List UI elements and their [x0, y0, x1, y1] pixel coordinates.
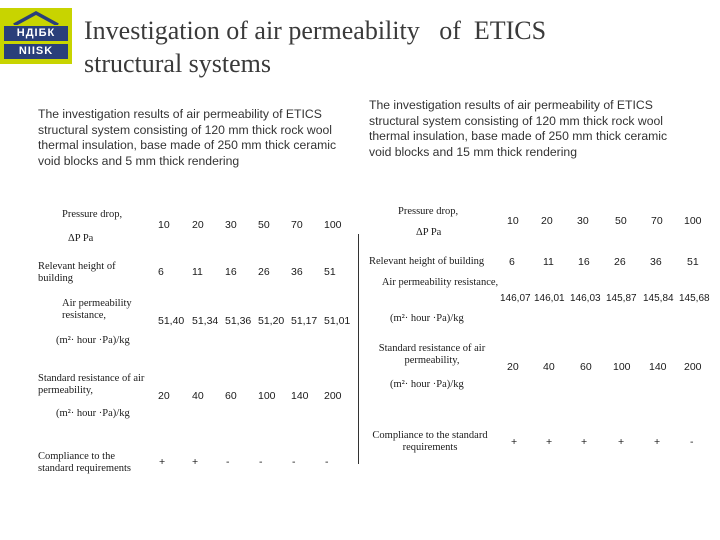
logo-text-en: NIISK [4, 44, 68, 59]
right-compliance-value: + [654, 436, 661, 448]
right-label-compliance: Compliance to the standard requirements [372, 430, 488, 453]
left-pressure-value: 100 [324, 219, 342, 231]
left-compliance-value: - [325, 456, 329, 468]
left-compliance-value: - [226, 456, 230, 468]
left-label-standard-resistance: Standard resistance of air permeability, [38, 373, 145, 396]
right-label-unit-2: (m²· hour ·Pa)/kg [390, 379, 464, 390]
left-compliance-value: - [292, 456, 296, 468]
right-standard-value: 60 [580, 361, 592, 373]
left-compliance-value: - [259, 456, 263, 468]
right-label-air-resistance: Air permeability resistance, [381, 277, 499, 288]
right-standard-value: 200 [684, 361, 702, 373]
left-compliance-value: + [192, 456, 199, 468]
left-standard-value: 100 [258, 390, 276, 402]
right-height-value: 51 [687, 256, 699, 268]
left-label-dp: ΔP Pa [68, 233, 94, 244]
left-label-unit-2: (m²· hour ·Pa)/kg [56, 408, 130, 419]
right-resistance-value: 145,68 [679, 293, 710, 304]
right-compliance-value: + [618, 436, 625, 448]
right-compliance-value: + [546, 436, 553, 448]
left-pressure-value: 20 [192, 219, 204, 231]
right-compliance-value: + [581, 436, 588, 448]
left-standard-value: 40 [192, 390, 204, 402]
right-standard-value: 40 [543, 361, 555, 373]
page-title [84, 14, 546, 80]
right-standard-value: 100 [613, 361, 631, 373]
left-resistance-value: 51,20 [258, 315, 285, 327]
left-resistance-value: 51,36 [225, 315, 252, 327]
logo-text-ua: НДІБК [4, 26, 68, 41]
left-description: The investigation results of air permeability of ETICS structural system consisting of 120 mm thick rock wool thermal insulation, base made of 250 mm thick ceramic void blocks and 5 mm thick rendering [38, 107, 337, 168]
right-pressure-value: 20 [541, 215, 553, 227]
right-description: The investigation results of air permeability of ETICS structural system consisting of 120 mm thick rock wool thermal insulation, base made of 250 mm thick ceramic void blocks and 15 mm thick rendering [369, 98, 668, 159]
right-label-relevant-height: Relevant height of building [369, 256, 485, 267]
left-standard-value: 60 [225, 390, 237, 402]
right-label-pressure-drop: Pressure drop, [398, 206, 459, 217]
left-pressure-value: 10 [158, 219, 170, 231]
right-resistance-value: 146,01 [534, 293, 565, 304]
page-title-line1: Investigation of air permeability of ETICS [84, 16, 547, 45]
right-pressure-value: 30 [577, 215, 589, 227]
right-pressure-value: 10 [507, 215, 519, 227]
left-resistance-value: 51,01 [324, 315, 351, 327]
right-label-standard-resistance: Standard resistance of air permeability, [378, 343, 486, 366]
left-pressure-value: 70 [291, 219, 303, 231]
left-standard-value: 20 [158, 390, 170, 402]
right-height-value: 36 [650, 256, 662, 268]
left-standard-value: 140 [291, 390, 309, 402]
right-pressure-value: 70 [651, 215, 663, 227]
right-label-unit-1: (m²· hour ·Pa)/kg [390, 313, 464, 324]
left-resistance-value: 51,34 [192, 315, 219, 327]
left-resistance-value: 51,17 [291, 315, 318, 327]
right-resistance-value: 145,87 [606, 293, 637, 304]
left-height-value: 11 [192, 266, 203, 278]
right-standard-value: 140 [649, 361, 667, 373]
house-roof-icon [12, 11, 60, 25]
left-pressure-value: 30 [225, 219, 237, 231]
left-height-value: 6 [158, 266, 164, 278]
right-resistance-value: 146,07 [500, 293, 531, 304]
left-label-compliance: Compliance to the standard requirements [38, 451, 132, 474]
right-pressure-value: 50 [615, 215, 627, 227]
right-height-value: 26 [614, 256, 626, 268]
table-separator [358, 234, 359, 464]
left-height-value: 26 [258, 266, 270, 278]
right-standard-value: 20 [507, 361, 519, 373]
right-compliance-value: - [690, 436, 694, 448]
right-height-value: 16 [578, 256, 590, 268]
left-pressure-value: 50 [258, 219, 270, 231]
left-compliance-value: + [159, 456, 166, 468]
right-compliance-value: + [511, 436, 518, 448]
left-label-relevant-height: Relevant height of building [38, 261, 116, 284]
left-height-value: 36 [291, 266, 303, 278]
left-label-unit-1: (m²· hour ·Pa)/kg [56, 335, 130, 346]
left-resistance-value: 51,40 [158, 315, 185, 327]
right-height-value: 11 [543, 256, 554, 268]
left-label-air-resistance: Air permeability resistance, [62, 298, 132, 321]
right-height-value: 6 [509, 256, 515, 268]
left-standard-value: 200 [324, 390, 342, 402]
right-resistance-value: 146,03 [570, 293, 601, 304]
right-resistance-value: 145,84 [643, 293, 674, 304]
page-title-line2: structural systems [84, 49, 272, 78]
left-height-value: 16 [225, 266, 237, 278]
right-label-dp: ΔP Pa [416, 227, 442, 238]
left-label-pressure-drop: Pressure drop, [62, 209, 123, 220]
left-height-value: 51 [324, 266, 336, 278]
right-pressure-value: 100 [684, 215, 702, 227]
niisk-logo [0, 8, 72, 64]
